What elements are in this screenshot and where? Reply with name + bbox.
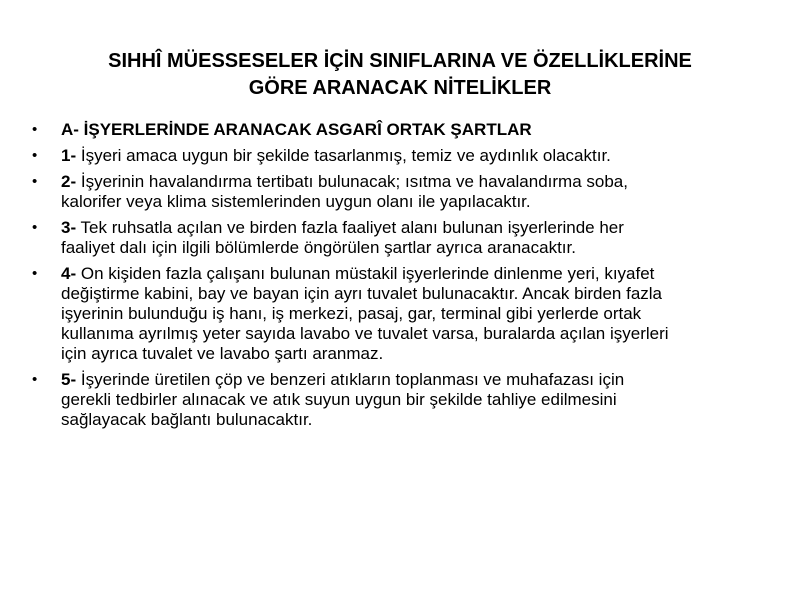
bullet-icon: • — [32, 173, 38, 190]
item-number: 2- — [61, 172, 77, 191]
title-line-2: GÖRE ARANACAK NİTELİKLER — [248, 77, 552, 99]
list-item — [30, 146, 670, 166]
section-header: A- İŞYERLERİNDE ARANACAK ASGARÎ ORTAK ŞARTLAR — [61, 120, 532, 139]
item-text: İşyerinde üretilen çöp ve benzeri atıkların toplanması ve muhafazası için gerekli tedbirler alınacak ve atık suyun uygun bir şekilde tahliye edilmesini sağlayacak bağlantı bulunacaktır. — [61, 370, 625, 429]
title-line-1: SIHHÎ MÜESSESELER İÇİN SINIFLARINA VE ÖZELLİKLERİNE — [108, 50, 692, 72]
item-text: İşyeri amaca uygun bir şekilde tasarlanmış, temiz ve aydınlık olacaktır. — [76, 146, 611, 165]
bullet-icon: • — [32, 147, 38, 164]
list-item — [30, 370, 670, 430]
list-item — [30, 120, 670, 140]
item-text: İşyerinin havalandırma tertibatı bulunacak; ısıtma ve havalandırma soba, kalorifer veya klima sistemlerinden uygun olanı ile yapılacaktır. — [61, 172, 628, 211]
item-text: On kişiden fazla çalışanı bulunan müstakil işyerlerinde dinlenme yeri, kıyafet değiştirme kabini, bay ve bayan için ayrı tuvalet bulunacaktır. Ancak birden fazla işyerinin bulunduğu iş hanı, iş merkezi, pasaj, gar, terminal gibi yerlerde ortak kullanıma ayrılmış yeter sayıda lavabo ve tuvalet varsa, buralarda açılan işyerleri için ayrıca tuvalet ve lavabo şartı aranmaz. — [61, 264, 669, 363]
item-text: Tek ruhsatla açılan ve birden fazla faaliyet alanı bulunan işyerlerinde her faaliyet dalı için ilgili bölümlerde öngörülen şartlar ayrıca aranacaktır. — [61, 218, 624, 257]
requirements-list — [30, 120, 670, 436]
item-number: 5- — [61, 370, 77, 389]
bullet-icon: • — [32, 121, 38, 138]
item-number: 1- — [61, 146, 77, 165]
bullet-icon: • — [32, 219, 38, 236]
bullet-icon: • — [32, 265, 38, 282]
list-item — [30, 172, 670, 212]
item-number: 3- — [61, 218, 77, 237]
list-item — [30, 218, 670, 258]
item-number: 4- — [61, 264, 77, 283]
list-item — [30, 264, 670, 364]
bullet-icon: • — [32, 371, 38, 388]
page-title — [40, 48, 760, 102]
